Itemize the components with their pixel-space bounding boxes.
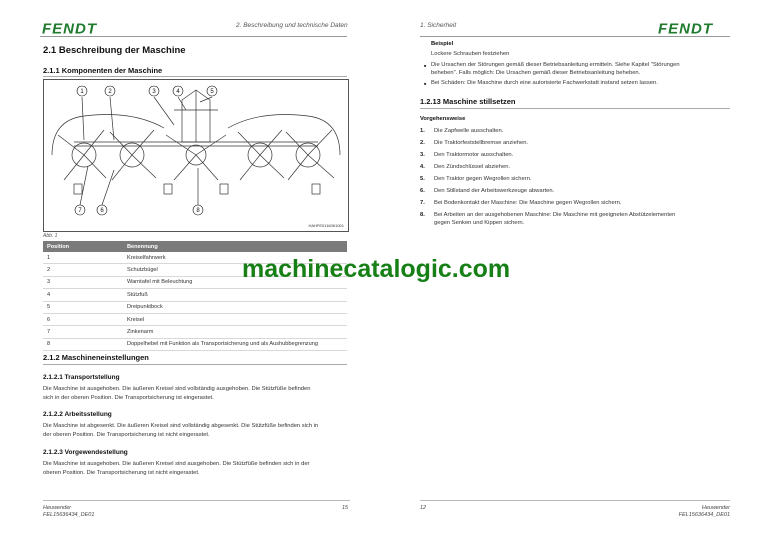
section-title: 2.1 Beschreibung der Maschine <box>43 45 186 56</box>
page-header: 1. Sicherheit <box>420 22 457 29</box>
table-row <box>43 326 347 338</box>
subsection-title-stillsetzen: 1.2.13 Maschine stillsetzen <box>420 97 516 106</box>
table-cell-name: Stützfuß <box>123 289 347 301</box>
page-header: 2. Beschreibung und technische Daten <box>236 22 348 29</box>
table-cell-name: Kreiselfahrwerk <box>123 252 347 264</box>
footer-right <box>660 505 730 519</box>
table-cell-name: Dreipunktbock <box>123 301 347 313</box>
table-row <box>43 338 347 350</box>
vorgewende-text-2: oberen Position. Die Transportsicherung ist nicht eingerastet. <box>43 470 200 476</box>
table-cell-name: Doppelhebel mit Funktion als Transportsicherung und als Aushubbegrenzung <box>123 338 347 350</box>
subsection-rule <box>43 364 347 365</box>
table-cell-position: 1 <box>43 252 123 264</box>
table-cell-position: 2 <box>43 264 123 276</box>
table-header-benennung: Benennung <box>123 241 347 252</box>
table-cell-name: Kreisel <box>123 313 347 325</box>
header-rule <box>40 36 347 37</box>
callout-3: 3 <box>152 89 156 95</box>
beispiel-label: Beispiel <box>431 41 454 47</box>
callout-4: 4 <box>176 89 180 95</box>
page-number: 15 <box>342 505 349 511</box>
bullet-ursachen-line-2: beheben". Falls möglich: Die Ursachen gemäß dieser Betriebsanleitung beheben. <box>431 69 641 76</box>
footer-rule <box>43 500 350 501</box>
vorgehensweise-label: Vorgehensweise <box>420 116 466 122</box>
bullet-schaeden: ■ Bei Schäden: Die Maschine durch eine autorisierte Fachwerkstatt instand setzen lassen. <box>431 80 658 88</box>
table-header-row <box>43 241 347 252</box>
table-cell-position: 7 <box>43 326 123 338</box>
footer-product: Heuwender <box>701 505 730 511</box>
table-cell-name: Zinkenarm <box>123 326 347 338</box>
table-cell-position: 8 <box>43 338 123 350</box>
machine-figure <box>43 79 349 232</box>
svg-text:FENDT: FENDT <box>658 20 713 36</box>
callout-5: 5 <box>210 89 214 95</box>
page-number: 12 <box>420 505 427 511</box>
callout-8: 8 <box>196 208 200 214</box>
table-row <box>43 301 347 313</box>
bullet-ursachen-line-1: ■ Die Ursachen der Störungen gemäß dieser Betriebsanleitung ermitteln. Siehe Kapitel "Störungen <box>431 62 680 68</box>
footer-doc-number: FEL15636434_DE01 <box>678 512 730 518</box>
table-header-position: Position <box>43 241 123 252</box>
arbeit-text-1: Die Maschine ist abgesenkt. Die äußeren Kreisel sind vollständig abgesenkt. Die Stützfüße befinden sich in <box>43 423 319 429</box>
table-cell-name: Schutzbügel <box>123 264 347 276</box>
machine-drawing <box>44 80 348 231</box>
figure-code: HAHFE0116061001 <box>308 223 344 228</box>
beispiel-text: Lockere Schrauben festziehen <box>431 51 510 57</box>
footer-product: Heuwender <box>43 505 72 511</box>
transport-title: 2.1.2.1 Transportstellung <box>43 374 120 381</box>
callout-7: 7 <box>78 208 82 214</box>
fendt-logo <box>656 20 730 36</box>
footer-rule <box>420 500 730 501</box>
header-rule <box>420 36 730 37</box>
table-cell-position: 4 <box>43 289 123 301</box>
table-cell-position: 3 <box>43 276 123 288</box>
callout-1: 1 <box>80 89 84 95</box>
transport-text-2: sich in der oberen Position. Die Transportsicherung ist eingerastet. <box>43 395 214 401</box>
subsection-title-components: 2.1.1 Komponenten der Maschine <box>43 66 163 75</box>
bullet-ursachen <box>431 62 680 77</box>
subsection-title-settings: 2.1.2 Maschineneinstellungen <box>43 353 149 362</box>
subsection-rule <box>420 108 730 109</box>
table-cell-position: 6 <box>43 313 123 325</box>
table-cell-position: 5 <box>43 301 123 313</box>
callout-6: 6 <box>100 208 104 214</box>
arbeit-text-2: der oberen Position. Die Transportsicherung ist nicht eingerastet. <box>43 432 210 438</box>
arbeit-title: 2.1.2.2 Arbeitsstellung <box>43 411 112 418</box>
subsection-rule <box>43 76 347 77</box>
watermark: machinecatalogic.com <box>242 255 511 283</box>
callout-2: 2 <box>108 89 112 95</box>
footer-doc-number: FEL15636434_DE01 <box>43 512 95 518</box>
right-page: 1. Sicherheit FENDT Beispiel Lockere Schrauben festziehen ■ Die Ursachen der Störungen gemäß dieser Betriebsanleitung ermitteln. Siehe Kapitel "Störungen beheben". Falls möglich: Die Ursachen gemäß dieser Betriebsanleitung beheben. ■ Bei Schäden: Die Maschine durch eine autorisierte Fachwerkstatt instand setzen lassen. 1.2.13 Maschine stillsetzen Vorgehensweise 1. Die Zapfwelle ausschalten. 2. Die Traktorfeststellbremse anziehen. 3. Den Traktormotor ausschalten. 4. Den Zündschlüssel abziehen. 5. Den Traktor gegen Wegrollen sichern. 6. Den Stillstand der Arbeitswerkzeuge abwarten. 7. Bei Bodenkontakt der Maschine: Die Maschine gegen Wegrollen sichern. 8. Bei Arbeiten an der ausgehobenen Maschine: Die Maschine mit geeigneten Abstützelementen gegen Senken und Kippen sichern. 12 Heuwender FEL15636434_DE01 <box>384 0 768 543</box>
table-cell-name: Warntafel mit Beleuchtung <box>123 276 347 288</box>
table-row <box>43 289 347 301</box>
transport-text-1: Die Maschine ist ausgehoben. Die äußeren Kreisel sind vollständig ausgehoben. Die Stützfüße befinden <box>43 386 311 392</box>
svg-text:FENDT: FENDT <box>42 20 97 36</box>
vorgewende-title: 2.1.2.3 Vorgewendestellung <box>43 449 128 456</box>
footer-left <box>43 505 94 519</box>
figure-caption: Abb. 1 <box>43 233 58 239</box>
vorgewende-text-1: Die Maschine ist ausgehoben. Die äußeren Kreisel sind ausgehoben. Die Stützfüße befinden sich in der <box>43 461 310 467</box>
fendt-logo <box>40 20 114 36</box>
table-row <box>43 313 347 325</box>
